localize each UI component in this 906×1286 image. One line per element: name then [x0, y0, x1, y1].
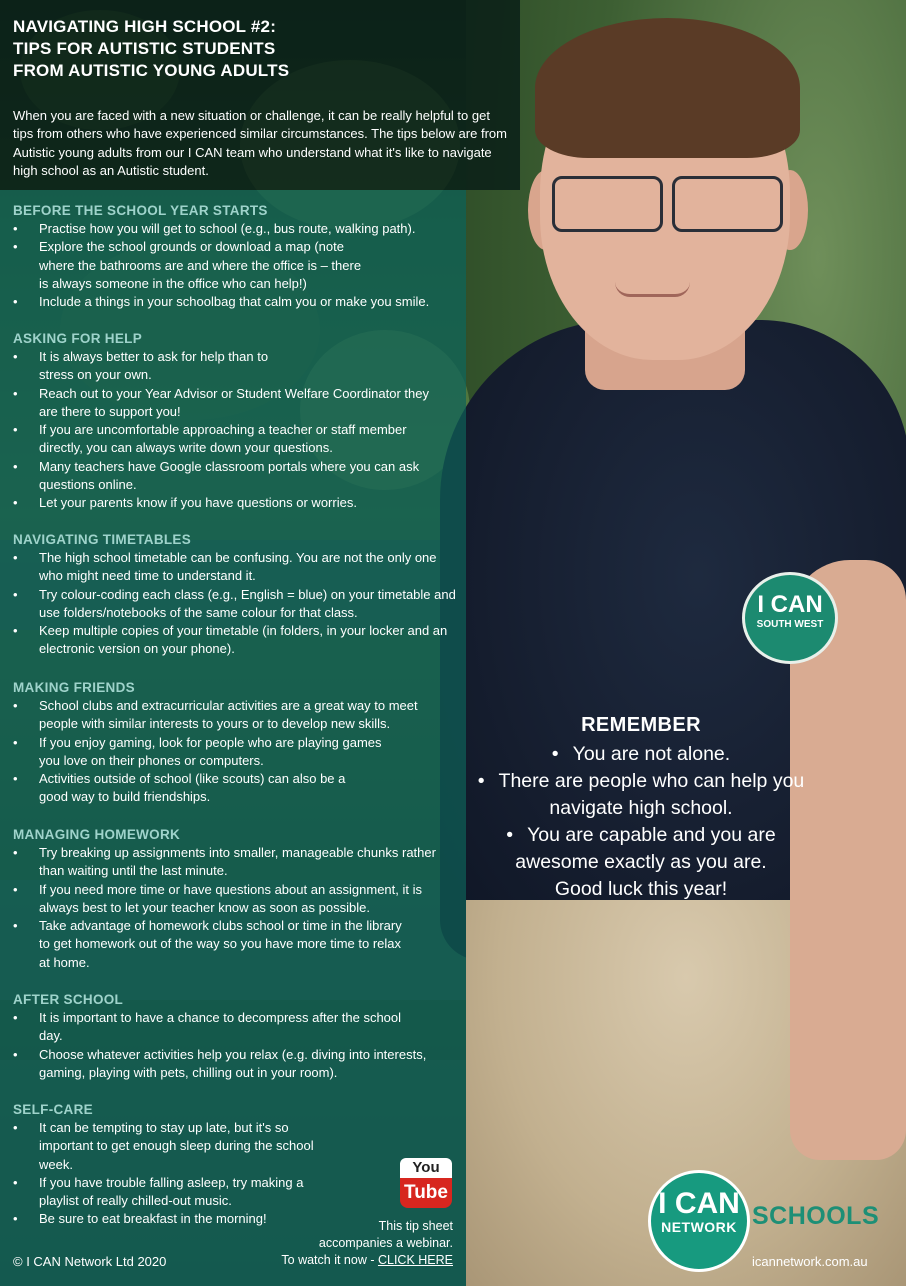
- list-item: • Let your parents know if you have questions or worries.: [13, 494, 468, 512]
- section-heading: MAKING FRIENDS: [13, 680, 135, 695]
- list-item: • If you are uncomfortable approaching a teacher or staff member directly, you can always write down your questions.: [13, 421, 449, 458]
- section-making-friends: [13, 680, 468, 807]
- logo-line1: I CAN: [658, 1187, 740, 1220]
- youtube-icon[interactable]: [400, 1158, 452, 1210]
- glasses-left-lens: [552, 176, 663, 232]
- title-line: FROM AUTISTIC YOUNG ADULTS: [13, 61, 290, 80]
- shirt-badge: [742, 572, 838, 664]
- badge-line2: SOUTH WEST: [756, 619, 824, 630]
- list-item: • If you have trouble falling asleep, try making a playlist of really chilled-out music.: [13, 1174, 339, 1211]
- section-before-school-year: [13, 203, 468, 311]
- list-item: • Keep multiple copies of your timetable (in folders, in your locker and an electronic version on your phone).: [13, 622, 459, 659]
- list-item: • It is always better to ask for help than to stress on your own.: [13, 348, 299, 385]
- list-item: • If you enjoy gaming, look for people who are playing games you love on their phones or computers.: [13, 734, 394, 771]
- page-title: [13, 16, 289, 82]
- schools-wordmark: SCHOOLS: [752, 1202, 880, 1230]
- section-managing-homework: [13, 827, 468, 972]
- list-item: • Activities outside of school (like scouts) can also be a good way to build friendships.: [13, 770, 369, 807]
- person-hair: [535, 18, 800, 158]
- remember-item-text: Good luck this year!: [554, 878, 728, 900]
- remember-item: • You are not alone.: [551, 743, 731, 765]
- section-after-school: [13, 992, 468, 1082]
- section-heading: SELF-CARE: [13, 1102, 93, 1117]
- list-item: • The high school timetable can be confusing. You are not the only one who might need time to understand it.: [13, 549, 459, 586]
- list-item: • Many teachers have Google classroom portals where you can ask questions online.: [13, 458, 434, 495]
- list-item: • Try colour-coding each class (e.g., English = blue) on your timetable and use folders/notebooks of the same colour for that class.: [13, 586, 468, 623]
- remember-heading: REMEMBER: [581, 714, 701, 736]
- youtube-tube: Tube: [400, 1178, 452, 1208]
- section-heading: AFTER SCHOOL: [13, 992, 124, 1007]
- badge-line1: I CAN: [757, 591, 823, 618]
- list-item: • It is important to have a chance to decompress after the school day.: [13, 1009, 409, 1046]
- list-item: • Take advantage of homework clubs school or time in the library to get homework out of the way so you have more time to relax at home.: [13, 917, 414, 972]
- title-line: NAVIGATING HIGH SCHOOL #2:: [13, 17, 277, 36]
- logo-line2: NETWORK: [661, 1219, 737, 1235]
- webinar-line1: This tip sheet: [378, 1219, 453, 1233]
- remember-item-text: You are not alone.: [572, 743, 731, 765]
- remember-item: • There are people who can help you navigate high school.: [477, 770, 805, 819]
- list-item: • Practise how you will get to school (e.g., bus route, walking path).: [13, 220, 468, 238]
- list-item: • Try breaking up assignments into smaller, manageable chunks rather than waiting until the last minute.: [13, 844, 439, 881]
- webinar-prefix: To watch it now -: [281, 1253, 378, 1267]
- list-item: • Include a things in your schoolbag that calm you or make you smile.: [13, 293, 468, 311]
- section-heading: NAVIGATING TIMETABLES: [13, 532, 192, 547]
- section-asking-for-help: [13, 331, 468, 513]
- ican-network-logo: [648, 1170, 750, 1272]
- youtube-you: You: [400, 1158, 452, 1178]
- section-heading: BEFORE THE SCHOOL YEAR STARTS: [13, 203, 268, 218]
- remember-item-text: There are people who can help you navigate high school.: [498, 770, 805, 819]
- list-item: • Be sure to eat breakfast in the morning!: [13, 1210, 468, 1228]
- copyright: © I CAN Network Ltd 2020: [13, 1254, 167, 1269]
- list-item: • It can be tempting to stay up late, but it's so important to get enough sleep during the school week.: [13, 1119, 314, 1174]
- webinar-note: [281, 1218, 453, 1269]
- section-heading: ASKING FOR HELP: [13, 331, 143, 346]
- list-item: • If you need more time or have questions about an assignment, it is always best to let your teacher know as soon as possible.: [13, 881, 459, 918]
- intro-paragraph: When you are faced with a new situation or challenge, it can be really helpful to get tips from others who have experienced similar circumstances. The tips below are from Autistic young adults from our I CAN team who understand what it's like to navigate high school as an Autistic student.: [13, 108, 507, 179]
- title-line: TIPS FOR AUTISTIC STUDENTS: [13, 39, 276, 58]
- remember-item-text: You are capable and you are awesome exactly as you are.: [515, 824, 776, 873]
- list-item: • Choose whatever activities help you relax (e.g. diving into interests, gaming, playing with pets, chilling out in your room).: [13, 1046, 459, 1083]
- list-item: • Reach out to your Year Advisor or Student Welfare Coordinator they are there to support you!: [13, 385, 434, 422]
- person-smile: [615, 282, 690, 297]
- section-navigating-timetables: [13, 532, 468, 659]
- section-heading: MANAGING HOMEWORK: [13, 827, 181, 842]
- webinar-line2: accompanies a webinar.: [318, 1236, 453, 1250]
- list-item: • Explore the school grounds or download a map (note where the bathrooms are and where the office is – there is always someone in the office who can help!): [13, 238, 369, 293]
- website-url[interactable]: icannetwork.com.au: [752, 1254, 868, 1269]
- remember-box: [466, 714, 816, 903]
- remember-item: [466, 876, 816, 903]
- click-here-link[interactable]: CLICK HERE: [377, 1253, 453, 1267]
- glasses-right-lens: [672, 176, 783, 232]
- webinar-line3: [281, 1252, 453, 1269]
- remember-item: • You are capable and you are awesome exactly as you are.: [506, 824, 776, 873]
- list-item: • School clubs and extracurricular activities are a great way to meet people with similar interests to yours or to develop new skills.: [13, 697, 454, 734]
